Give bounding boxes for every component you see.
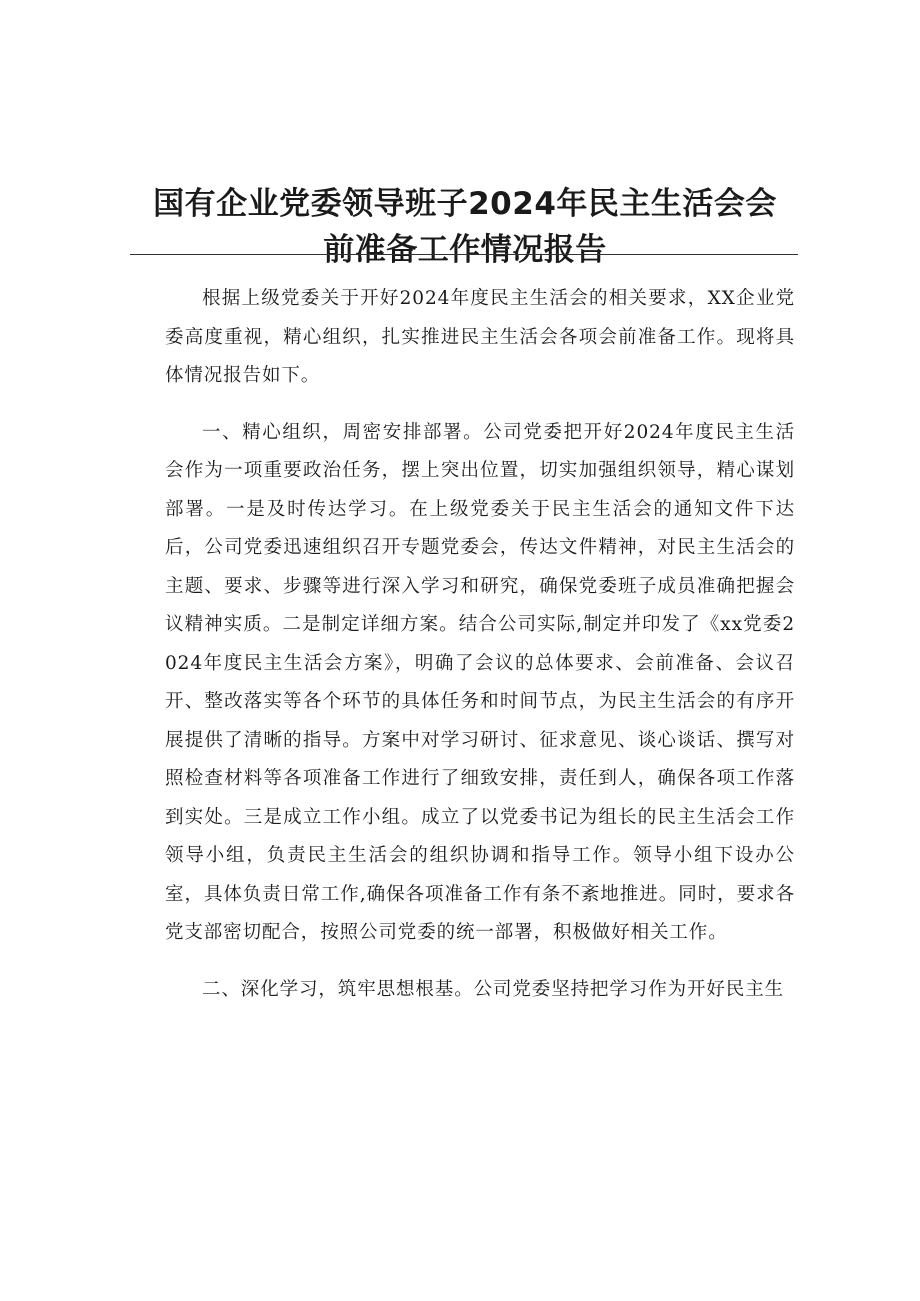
title-line-1: 国有企业党委领导班子2024年民主生活会会 — [153, 185, 777, 222]
document-title — [130, 181, 800, 273]
title-line-2: 前准备工作情况报告 — [323, 231, 607, 268]
section-one-paragraph: 一、精心组织，周密安排部署。公司党委把开好2024年度民主生活会作为一项重要政治任务，摆上突出位置，切实加强组织领导，精心谋划部署。一是及时传达学习。在上级党委关于民主生活会的通知文件下达后，公司党委迅速组织召开专题党委会，传达文件精神，对民主生活会的主题、要求、步骤等进行深入学习和研究，确保党委班子成员准确把握会议精神实质。二是制定详细方案。结合公司实际,制定并印发了《xx党委2024年度民主生活会方案》，明确了会议的总体要求、会前准备、会议召开、整改落实等各个环节的具体任务和时间节点，为民主生活会的有序开展提供了清晰的指导。方案中对学习研讨、征求意见、谈心谈话、撰写对照检查材料等各项准备工作进行了细致安排，责任到人，确保各项工作落到实处。三是成立工作小组。成立了以党委书记为组长的民主生活会工作领导小组，负责民主生活会的组织协调和指导工作。领导小组下设办公室，具体负责日常工作,确保各项准备工作有条不紊地推进。同时，要求各党支部密切配合，按照公司党委的统一部署，积极做好相关工作。 — [165, 421, 795, 943]
title-divider — [130, 254, 798, 255]
intro-paragraph: 根据上级党委关于开好2024年度民主生活会的相关要求，XX企业党委高度重视，精心组织，扎实推进民主生活会各项会前准备工作。现将具体情况报告如下。 — [165, 288, 795, 386]
document-body — [165, 280, 795, 1027]
section-two-paragraph: 二、深化学习，筑牢思想根基。公司党委坚持把学习作为开好民主生 — [202, 978, 785, 1000]
